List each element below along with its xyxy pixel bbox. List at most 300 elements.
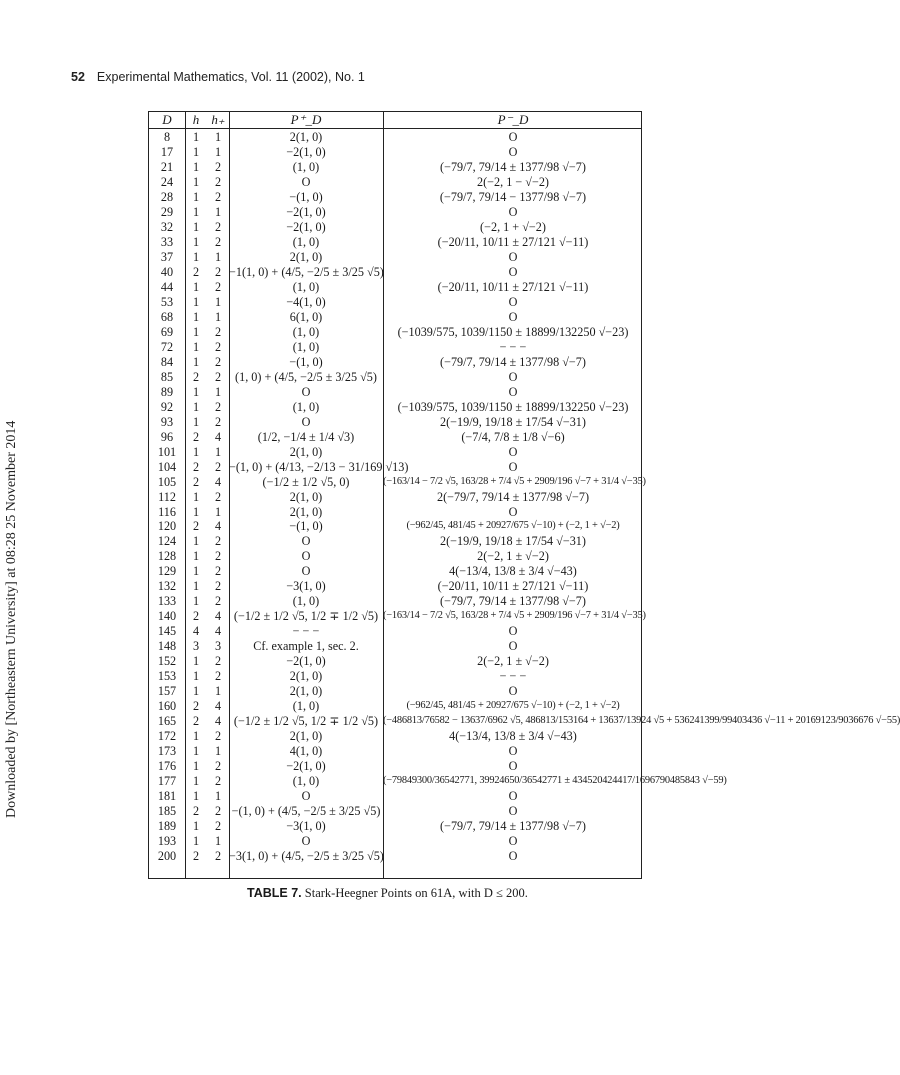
table-caption — [247, 886, 528, 901]
cell-d: 185 — [157, 804, 177, 819]
cell-d: 85 — [160, 369, 174, 384]
table-row — [149, 849, 641, 863]
table-row — [149, 774, 727, 789]
table-row — [149, 340, 641, 354]
cell-p-minus: (−20/11, 10/11 ± 27/121 √−11) — [437, 234, 589, 249]
cell-h-plus: 2 — [214, 654, 222, 669]
cell-h: 1 — [192, 834, 200, 849]
header-rule — [149, 128, 641, 129]
cell-h: 2 — [192, 264, 200, 279]
cell-h: 1 — [192, 744, 200, 759]
table-row — [149, 295, 641, 309]
cell-d: 200 — [157, 849, 177, 864]
cell-h: 1 — [192, 294, 200, 309]
table-row — [149, 310, 641, 324]
cell-p-plus: O — [301, 534, 311, 549]
table-row — [149, 759, 641, 773]
cell-h-plus: 4 — [214, 714, 222, 729]
cell-d: 116 — [158, 504, 176, 519]
stark-heegner-table — [148, 111, 900, 879]
cell-h: 1 — [192, 399, 200, 414]
cell-p-minus: O — [508, 834, 518, 849]
cell-h-plus: 2 — [214, 759, 222, 774]
cell-p-plus: (1, 0) — [292, 399, 320, 414]
cell-p-minus: O — [508, 624, 518, 639]
cell-p-minus: 4(−13/4, 13/8 ± 3/4 √−43) — [449, 564, 577, 579]
cell-h-plus: 1 — [214, 789, 222, 804]
cell-p-plus: −2(1, 0) — [286, 759, 326, 774]
cell-p-minus: − − − — [499, 669, 527, 684]
cell-p-minus: O — [508, 849, 518, 864]
table-row — [149, 669, 641, 683]
table-row — [149, 819, 641, 833]
cell-h: 1 — [192, 279, 200, 294]
cell-d: 17 — [160, 144, 174, 159]
table-row — [149, 325, 641, 339]
cell-h-plus: 1 — [214, 834, 222, 849]
cell-p-plus: 2(1, 0) — [289, 249, 323, 264]
cell-p-minus: (−79/7, 79/14 ± 1377/98 √−7) — [440, 594, 586, 609]
cell-h-plus: 1 — [214, 204, 222, 219]
cell-p-plus: −3(1, 0) — [286, 579, 326, 594]
cell-h-plus: 1 — [214, 144, 222, 159]
header-p-plus: P⁺_D — [290, 112, 322, 127]
table-row — [149, 280, 641, 294]
cell-h: 1 — [192, 549, 200, 564]
cell-p-plus: −(1, 0) — [289, 189, 323, 204]
cell-h: 1 — [192, 174, 200, 189]
cell-h-plus: 2 — [214, 234, 222, 249]
table-row — [149, 564, 641, 578]
cell-p-plus: −2(1, 0) — [286, 219, 326, 234]
cell-p-plus: O — [301, 549, 311, 564]
cell-p-minus: 2(−19/9, 19/18 ± 17/54 √−31) — [440, 414, 586, 429]
cell-h-plus: 4 — [214, 474, 222, 489]
cell-p-plus: (1, 0) — [292, 159, 320, 174]
cell-d: 133 — [157, 594, 177, 609]
cell-p-minus: O — [508, 130, 518, 144]
cell-p-plus: 2(1, 0) — [289, 729, 323, 744]
cell-h-plus: 2 — [214, 264, 222, 279]
cell-h: 2 — [192, 714, 200, 729]
table-row — [149, 729, 641, 743]
cell-d: 8 — [163, 130, 171, 144]
table-row — [149, 579, 641, 593]
cell-h: 1 — [192, 594, 200, 609]
cell-p-plus: (−1/2 ± 1/2 √5, 0) — [262, 474, 350, 489]
cell-p-minus: 2(−19/9, 19/18 ± 17/54 √−31) — [440, 534, 586, 549]
cell-p-plus: Cf. example 1, sec. 2. — [253, 639, 359, 654]
cell-d: 28 — [160, 189, 174, 204]
cell-h: 2 — [192, 459, 200, 474]
cell-d: 104 — [157, 459, 177, 474]
table-row — [149, 385, 641, 399]
cell-p-plus: (1, 0) — [292, 594, 320, 609]
cell-h-plus: 2 — [214, 339, 222, 354]
cell-h: 1 — [192, 189, 200, 204]
cell-p-plus: (−1/2 ± 1/2 √5, 1/2 ∓ 1/2 √5) — [233, 714, 379, 729]
cell-p-minus: (−163/14 − 7/2 √5, 163/28 + 7/4 √5 + 2909/196 √−7 + 31/4 √−35) — [383, 610, 646, 622]
cell-h-plus: 2 — [214, 189, 222, 204]
cell-d: 152 — [157, 654, 177, 669]
table-row — [149, 699, 641, 713]
cell-h: 1 — [192, 774, 200, 789]
cell-h-plus: 2 — [214, 459, 222, 474]
cell-p-minus: (−7/4, 7/8 ± 1/8 √−6) — [461, 429, 565, 444]
cell-d: 112 — [158, 489, 176, 504]
cell-h: 1 — [192, 819, 200, 834]
cell-h: 2 — [192, 804, 200, 819]
cell-h-plus: 4 — [214, 609, 222, 624]
cell-d: 173 — [157, 744, 177, 759]
cell-d: 101 — [157, 444, 177, 459]
cell-p-minus: (−962/45, 481/45 + 20927/675 √−10) + (−2, 1 + √−2) — [406, 520, 620, 532]
cell-h-plus: 2 — [214, 549, 222, 564]
table-row — [149, 534, 641, 548]
caption-text: Stark-Heegner Points on 61A, with D ≤ 200. — [304, 886, 528, 900]
table-row — [149, 654, 641, 668]
cell-h: 2 — [192, 429, 200, 444]
table-row — [149, 130, 641, 144]
cell-p-minus: O — [508, 444, 518, 459]
cell-p-minus: O — [508, 264, 518, 279]
cell-h-plus: 2 — [214, 159, 222, 174]
cell-p-minus: O — [508, 294, 518, 309]
cell-p-plus: O — [301, 414, 311, 429]
table-row — [149, 220, 641, 234]
cell-h: 1 — [192, 159, 200, 174]
cell-d: 148 — [157, 639, 177, 654]
cell-p-minus: (−79/7, 79/14 − 1377/98 √−7) — [439, 189, 587, 204]
cell-h: 1 — [192, 309, 200, 324]
cell-p-plus: 2(1, 0) — [289, 444, 323, 459]
table-row — [149, 549, 641, 563]
header-h-plus: h₊ — [211, 112, 225, 127]
cell-p-minus: O — [508, 204, 518, 219]
cell-p-minus: (−79849300/36542771, 39924650/36542771 ± 434520424417/1696790485843 √−59) — [383, 775, 727, 787]
table-row — [149, 160, 641, 174]
cell-p-minus: O — [508, 759, 518, 774]
cell-p-minus: O — [508, 369, 518, 384]
cell-h-plus: 2 — [214, 729, 222, 744]
cell-d: 24 — [160, 174, 174, 189]
cell-p-plus: (1, 0) — [292, 324, 320, 339]
cell-d: 40 — [160, 264, 174, 279]
cell-d: 92 — [160, 399, 174, 414]
cell-h: 2 — [192, 609, 200, 624]
cell-h: 1 — [192, 504, 200, 519]
cell-p-plus: (1/2, −1/4 ± 1/4 √3) — [257, 429, 355, 444]
cell-p-plus: −3(1, 0) + (4/5, −2/5 ± 3/25 √5) — [229, 849, 384, 864]
cell-h: 1 — [192, 579, 200, 594]
cell-h: 1 — [192, 130, 200, 144]
page-number: 52 — [71, 70, 85, 84]
cell-p-minus: (−20/11, 10/11 ± 27/121 √−11) — [437, 579, 589, 594]
cell-d: 172 — [157, 729, 177, 744]
cell-p-minus: O — [508, 639, 518, 654]
table-row — [149, 684, 641, 698]
cell-h: 1 — [192, 249, 200, 264]
cell-p-minus: O — [508, 684, 518, 699]
running-head — [71, 70, 365, 84]
table-row — [149, 490, 641, 504]
table-row — [149, 445, 641, 459]
cell-h-plus: 4 — [214, 624, 222, 639]
table-row — [149, 714, 900, 729]
cell-p-minus: (−486813/76582 − 13637/6962 √5, 486813/153164 + 13637/13924 √5 + 536241399/99403436 √−11 + 20169123/9036676 √−55) — [383, 715, 900, 727]
cell-p-minus: (−20/11, 10/11 ± 27/121 √−11) — [437, 279, 589, 294]
cell-d: 181 — [157, 789, 177, 804]
cell-p-plus: 2(1, 0) — [289, 669, 323, 684]
cell-p-plus: − − − — [292, 624, 320, 639]
caption-label: TABLE 7. — [247, 886, 302, 900]
cell-h: 1 — [192, 444, 200, 459]
cell-h: 1 — [192, 534, 200, 549]
cell-h-plus: 1 — [214, 444, 222, 459]
cell-d: 105 — [157, 474, 177, 489]
cell-p-plus: −1(1, 0) + (4/5, −2/5 ± 3/25 √5) — [229, 264, 384, 279]
cell-p-plus: O — [301, 789, 311, 804]
cell-h: 1 — [192, 414, 200, 429]
cell-h: 2 — [192, 519, 200, 534]
cell-p-minus: O — [508, 249, 518, 264]
cell-p-plus: −(1, 0) + (4/5, −2/5 ± 3/25 √5) — [231, 804, 381, 819]
cell-h: 1 — [192, 669, 200, 684]
cell-h-plus: 2 — [214, 354, 222, 369]
table-row — [149, 505, 641, 519]
header-d: D — [162, 112, 172, 127]
cell-h-plus: 1 — [214, 744, 222, 759]
header-p-minus: P⁻_D — [497, 112, 529, 127]
cell-h-plus: 4 — [214, 429, 222, 444]
cell-h: 4 — [192, 624, 200, 639]
cell-d: 29 — [160, 204, 174, 219]
cell-d: 189 — [157, 819, 177, 834]
cell-h-plus: 4 — [214, 519, 222, 534]
cell-d: 68 — [160, 309, 174, 324]
cell-p-minus: (−79/7, 79/14 ± 1377/98 √−7) — [440, 819, 586, 834]
cell-p-minus: (−1039/575, 1039/1150 ± 18899/132250 √−23) — [397, 399, 629, 414]
cell-p-minus: 2(−2, 1 − √−2) — [477, 174, 549, 189]
cell-p-plus: (1, 0) — [292, 339, 320, 354]
cell-h-plus: 4 — [214, 699, 222, 714]
table-row — [149, 355, 641, 369]
cell-h-plus: 2 — [214, 534, 222, 549]
cell-h: 2 — [192, 369, 200, 384]
download-watermark: Downloaded by [Northeastern University] at 08:28 25 November 2014 — [4, 420, 19, 818]
cell-h-plus: 1 — [214, 384, 222, 399]
cell-p-plus: 4(1, 0) — [289, 744, 323, 759]
journal-title: Experimental Mathematics, Vol. 11 (2002), No. 1 — [96, 70, 365, 84]
cell-h-plus: 2 — [214, 849, 222, 864]
cell-h-plus: 2 — [214, 489, 222, 504]
cell-d: 124 — [157, 534, 177, 549]
table-row — [149, 804, 641, 818]
table-row — [149, 175, 641, 189]
cell-p-plus: −(1, 0) + (4/13, −2/13 − 31/169 √13) — [229, 459, 409, 474]
cell-d: 128 — [157, 549, 177, 564]
table-row — [149, 265, 641, 279]
cell-p-plus: 2(1, 0) — [289, 130, 323, 144]
cell-h: 2 — [192, 849, 200, 864]
cell-h-plus: 2 — [214, 804, 222, 819]
cell-p-minus: O — [508, 504, 518, 519]
cell-h-plus: 2 — [214, 819, 222, 834]
cell-p-minus: O — [508, 309, 518, 324]
cell-p-minus: (−962/45, 481/45 + 20927/675 √−10) + (−2, 1 + √−2) — [406, 700, 620, 712]
cell-d: 176 — [157, 759, 177, 774]
cell-h-plus: 2 — [214, 414, 222, 429]
table-row — [149, 400, 641, 414]
cell-d: 72 — [160, 339, 174, 354]
cell-p-minus: (−1039/575, 1039/1150 ± 18899/132250 √−23) — [397, 324, 629, 339]
cell-d: 157 — [157, 684, 177, 699]
table-row — [149, 190, 641, 204]
cell-h: 1 — [192, 564, 200, 579]
cell-d: 193 — [157, 834, 177, 849]
cell-p-plus: (−1/2 ± 1/2 √5, 1/2 ∓ 1/2 √5) — [233, 609, 379, 624]
table-row — [149, 205, 641, 219]
cell-h-plus: 1 — [214, 684, 222, 699]
cell-d: 44 — [160, 279, 174, 294]
cell-h-plus: 2 — [214, 579, 222, 594]
cell-p-plus: O — [301, 834, 311, 849]
cell-h: 3 — [192, 639, 200, 654]
table-row — [149, 474, 646, 489]
cell-d: 132 — [157, 579, 177, 594]
cell-d: 129 — [157, 564, 177, 579]
cell-h: 2 — [192, 474, 200, 489]
cell-h: 1 — [192, 234, 200, 249]
cell-p-minus: (−79/7, 79/14 ± 1377/98 √−7) — [440, 354, 586, 369]
cell-p-plus: −2(1, 0) — [286, 144, 326, 159]
cell-p-plus: −4(1, 0) — [286, 294, 326, 309]
cell-d: 37 — [160, 249, 174, 264]
cell-p-minus: O — [508, 804, 518, 819]
cell-d: 93 — [160, 414, 174, 429]
cell-d: 53 — [160, 294, 174, 309]
table-row — [149, 594, 641, 608]
cell-p-plus: −2(1, 0) — [286, 654, 326, 669]
cell-p-plus: O — [301, 384, 311, 399]
cell-h: 1 — [192, 789, 200, 804]
cell-p-plus: (1, 0) — [292, 774, 320, 789]
cell-d: 177 — [157, 774, 177, 789]
cell-h: 1 — [192, 684, 200, 699]
cell-h-plus: 2 — [214, 219, 222, 234]
cell-d: 32 — [160, 219, 174, 234]
table-header — [149, 112, 641, 128]
cell-d: 120 — [157, 519, 177, 534]
cell-p-plus: −(1, 0) — [289, 354, 323, 369]
cell-d: 96 — [160, 429, 174, 444]
cell-d: 33 — [160, 234, 174, 249]
table-row — [149, 250, 641, 264]
cell-p-minus: (−163/14 − 7/2 √5, 163/28 + 7/4 √5 + 2909/196 √−7 + 31/4 √−35) — [383, 475, 646, 487]
cell-p-plus: (1, 0) — [292, 699, 320, 714]
cell-h-plus: 1 — [214, 249, 222, 264]
cell-h-plus: 2 — [214, 369, 222, 384]
cell-h-plus: 2 — [214, 399, 222, 414]
cell-p-plus: −2(1, 0) — [286, 204, 326, 219]
cell-p-minus: (−79/7, 79/14 ± 1377/98 √−7) — [440, 159, 586, 174]
cell-h: 1 — [192, 759, 200, 774]
cell-p-plus: (1, 0) — [292, 279, 320, 294]
table-row — [149, 430, 641, 444]
cell-p-plus: (1, 0) + (4/5, −2/5 ± 3/25 √5) — [235, 369, 377, 384]
cell-h-plus: 2 — [214, 324, 222, 339]
cell-p-minus: O — [508, 384, 518, 399]
cell-d: 165 — [157, 714, 177, 729]
cell-p-plus: 2(1, 0) — [289, 684, 323, 699]
table-row — [149, 145, 641, 159]
cell-d: 21 — [160, 159, 174, 174]
cell-h: 1 — [192, 339, 200, 354]
cell-h: 1 — [192, 324, 200, 339]
table-row — [149, 789, 641, 803]
cell-p-plus: O — [301, 174, 311, 189]
table-row — [149, 609, 646, 624]
cell-d: 145 — [157, 624, 177, 639]
cell-p-minus: 2(−79/7, 79/14 ± 1377/98 √−7) — [436, 489, 590, 504]
cell-h: 1 — [192, 489, 200, 504]
cell-h-plus: 2 — [214, 564, 222, 579]
table-row — [149, 460, 641, 474]
cell-p-minus: (−2, 1 + √−2) — [480, 219, 546, 234]
table-row — [149, 235, 641, 249]
cell-p-minus: O — [508, 789, 518, 804]
cell-d: 69 — [160, 324, 174, 339]
cell-h-plus: 2 — [214, 774, 222, 789]
cell-p-minus: 4(−13/4, 13/8 ± 3/4 √−43) — [449, 729, 577, 744]
table-row — [149, 519, 641, 533]
table-row — [149, 834, 641, 848]
cell-h: 1 — [192, 144, 200, 159]
cell-p-plus: −3(1, 0) — [286, 819, 326, 834]
cell-h-plus: 1 — [214, 294, 222, 309]
header-h: h — [192, 112, 200, 127]
cell-p-plus: (1, 0) — [292, 234, 320, 249]
table-row — [149, 639, 641, 653]
cell-d: 89 — [160, 384, 174, 399]
cell-h: 1 — [192, 384, 200, 399]
cell-d: 84 — [160, 354, 174, 369]
cell-d: 153 — [157, 669, 177, 684]
cell-p-minus: O — [508, 144, 518, 159]
cell-p-plus: 2(1, 0) — [289, 489, 323, 504]
cell-h-plus: 2 — [214, 279, 222, 294]
cell-p-plus: 2(1, 0) — [289, 504, 323, 519]
cell-h-plus: 2 — [214, 669, 222, 684]
cell-d: 160 — [157, 699, 177, 714]
cell-p-minus: − − − — [499, 339, 527, 354]
cell-p-minus: O — [508, 459, 518, 474]
cell-h-plus: 1 — [214, 504, 222, 519]
table-row — [149, 370, 641, 384]
cell-h: 1 — [192, 204, 200, 219]
cell-h-plus: 2 — [214, 594, 222, 609]
cell-h-plus: 1 — [214, 309, 222, 324]
table-row — [149, 415, 641, 429]
cell-d: 140 — [157, 609, 177, 624]
cell-h-plus: 2 — [214, 174, 222, 189]
cell-h: 1 — [192, 354, 200, 369]
cell-p-minus: 2(−2, 1 ± √−2) — [477, 549, 549, 564]
table-row — [149, 744, 641, 758]
cell-p-minus: 2(−2, 1 ± √−2) — [477, 654, 549, 669]
cell-h: 2 — [192, 699, 200, 714]
cell-p-plus: −(1, 0) — [289, 519, 323, 534]
